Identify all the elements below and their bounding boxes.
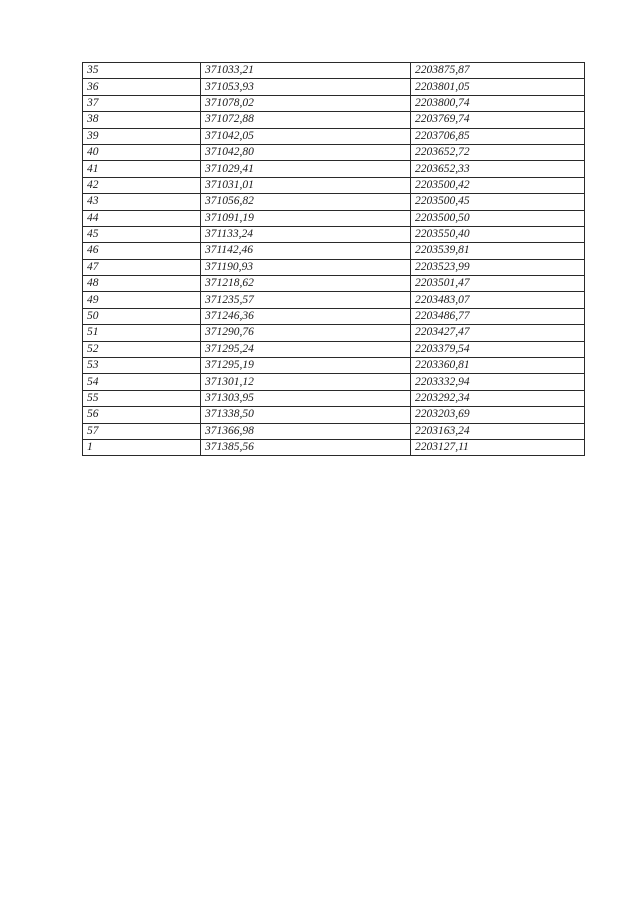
- table-row: [83, 243, 585, 259]
- point-number-cell: 41: [83, 161, 201, 177]
- point-number-cell: 36: [83, 79, 201, 95]
- table-row: [83, 439, 585, 455]
- y-coordinate-cell: 2203706,85: [411, 128, 585, 144]
- table-row: [83, 308, 585, 324]
- table-row: [83, 63, 585, 79]
- table-row: [83, 79, 585, 95]
- point-number-cell: 53: [83, 358, 201, 374]
- table-row: [83, 390, 585, 406]
- x-coordinate-cell: 371218,62: [201, 276, 411, 292]
- point-number-cell: 46: [83, 243, 201, 259]
- y-coordinate-cell: 2203652,72: [411, 144, 585, 160]
- y-coordinate-cell: 2203769,74: [411, 112, 585, 128]
- x-coordinate-cell: 371042,05: [201, 128, 411, 144]
- y-coordinate-cell: 2203800,74: [411, 95, 585, 111]
- point-number-cell: 43: [83, 194, 201, 210]
- x-coordinate-cell: 371142,46: [201, 243, 411, 259]
- table-row: [83, 210, 585, 226]
- x-coordinate-cell: 371290,76: [201, 325, 411, 341]
- y-coordinate-cell: 2203127,11: [411, 439, 585, 455]
- x-coordinate-cell: 371338,50: [201, 407, 411, 423]
- x-coordinate-cell: 371056,82: [201, 194, 411, 210]
- table-row: [83, 177, 585, 193]
- point-number-cell: 49: [83, 292, 201, 308]
- y-coordinate-cell: 2203500,45: [411, 194, 585, 210]
- table-row: [83, 358, 585, 374]
- x-coordinate-cell: 371295,24: [201, 341, 411, 357]
- point-number-cell: 35: [83, 63, 201, 79]
- point-number-cell: 57: [83, 423, 201, 439]
- point-number-cell: 50: [83, 308, 201, 324]
- point-number-cell: 56: [83, 407, 201, 423]
- table-row: [83, 95, 585, 111]
- coordinates-table: [82, 62, 585, 456]
- point-number-cell: 54: [83, 374, 201, 390]
- point-number-cell: 47: [83, 259, 201, 275]
- y-coordinate-cell: 2203523,99: [411, 259, 585, 275]
- table-row: [83, 423, 585, 439]
- x-coordinate-cell: 371235,57: [201, 292, 411, 308]
- y-coordinate-cell: 2203360,81: [411, 358, 585, 374]
- y-coordinate-cell: 2203801,05: [411, 79, 585, 95]
- table-row: [83, 407, 585, 423]
- x-coordinate-cell: 371053,93: [201, 79, 411, 95]
- point-number-cell: 38: [83, 112, 201, 128]
- table-row: [83, 259, 585, 275]
- point-number-cell: 52: [83, 341, 201, 357]
- y-coordinate-cell: 2203203,69: [411, 407, 585, 423]
- y-coordinate-cell: 2203875,87: [411, 63, 585, 79]
- x-coordinate-cell: 371031,01: [201, 177, 411, 193]
- y-coordinate-cell: 2203486,77: [411, 308, 585, 324]
- table-row: [83, 128, 585, 144]
- point-number-cell: 42: [83, 177, 201, 193]
- x-coordinate-cell: 371091,19: [201, 210, 411, 226]
- point-number-cell: 37: [83, 95, 201, 111]
- y-coordinate-cell: 2203539,81: [411, 243, 585, 259]
- y-coordinate-cell: 2203292,34: [411, 390, 585, 406]
- point-number-cell: 48: [83, 276, 201, 292]
- y-coordinate-cell: 2203550,40: [411, 226, 585, 242]
- y-coordinate-cell: 2203483,07: [411, 292, 585, 308]
- y-coordinate-cell: 2203500,50: [411, 210, 585, 226]
- x-coordinate-cell: 371072,88: [201, 112, 411, 128]
- point-number-cell: 39: [83, 128, 201, 144]
- table-row: [83, 226, 585, 242]
- point-number-cell: 45: [83, 226, 201, 242]
- x-coordinate-cell: 371029,41: [201, 161, 411, 177]
- y-coordinate-cell: 2203652,33: [411, 161, 585, 177]
- x-coordinate-cell: 371042,80: [201, 144, 411, 160]
- x-coordinate-cell: 371078,02: [201, 95, 411, 111]
- x-coordinate-cell: 371301,12: [201, 374, 411, 390]
- x-coordinate-cell: 371366,98: [201, 423, 411, 439]
- table-row: [83, 194, 585, 210]
- point-number-cell: 51: [83, 325, 201, 341]
- coordinates-table-body: [83, 63, 585, 456]
- point-number-cell: 44: [83, 210, 201, 226]
- x-coordinate-cell: 371295,19: [201, 358, 411, 374]
- point-number-cell: 40: [83, 144, 201, 160]
- x-coordinate-cell: 371033,21: [201, 63, 411, 79]
- table-row: [83, 144, 585, 160]
- table-row: [83, 112, 585, 128]
- table-row: [83, 325, 585, 341]
- table-row: [83, 161, 585, 177]
- x-coordinate-cell: 371190,93: [201, 259, 411, 275]
- x-coordinate-cell: 371133,24: [201, 226, 411, 242]
- x-coordinate-cell: 371385,56: [201, 439, 411, 455]
- y-coordinate-cell: 2203163,24: [411, 423, 585, 439]
- x-coordinate-cell: 371303,95: [201, 390, 411, 406]
- x-coordinate-cell: 371246,36: [201, 308, 411, 324]
- y-coordinate-cell: 2203500,42: [411, 177, 585, 193]
- y-coordinate-cell: 2203501,47: [411, 276, 585, 292]
- table-row: [83, 292, 585, 308]
- y-coordinate-cell: 2203379,54: [411, 341, 585, 357]
- table-row: [83, 374, 585, 390]
- y-coordinate-cell: 2203332,94: [411, 374, 585, 390]
- table-row: [83, 341, 585, 357]
- y-coordinate-cell: 2203427,47: [411, 325, 585, 341]
- point-number-cell: 1: [83, 439, 201, 455]
- table-row: [83, 276, 585, 292]
- point-number-cell: 55: [83, 390, 201, 406]
